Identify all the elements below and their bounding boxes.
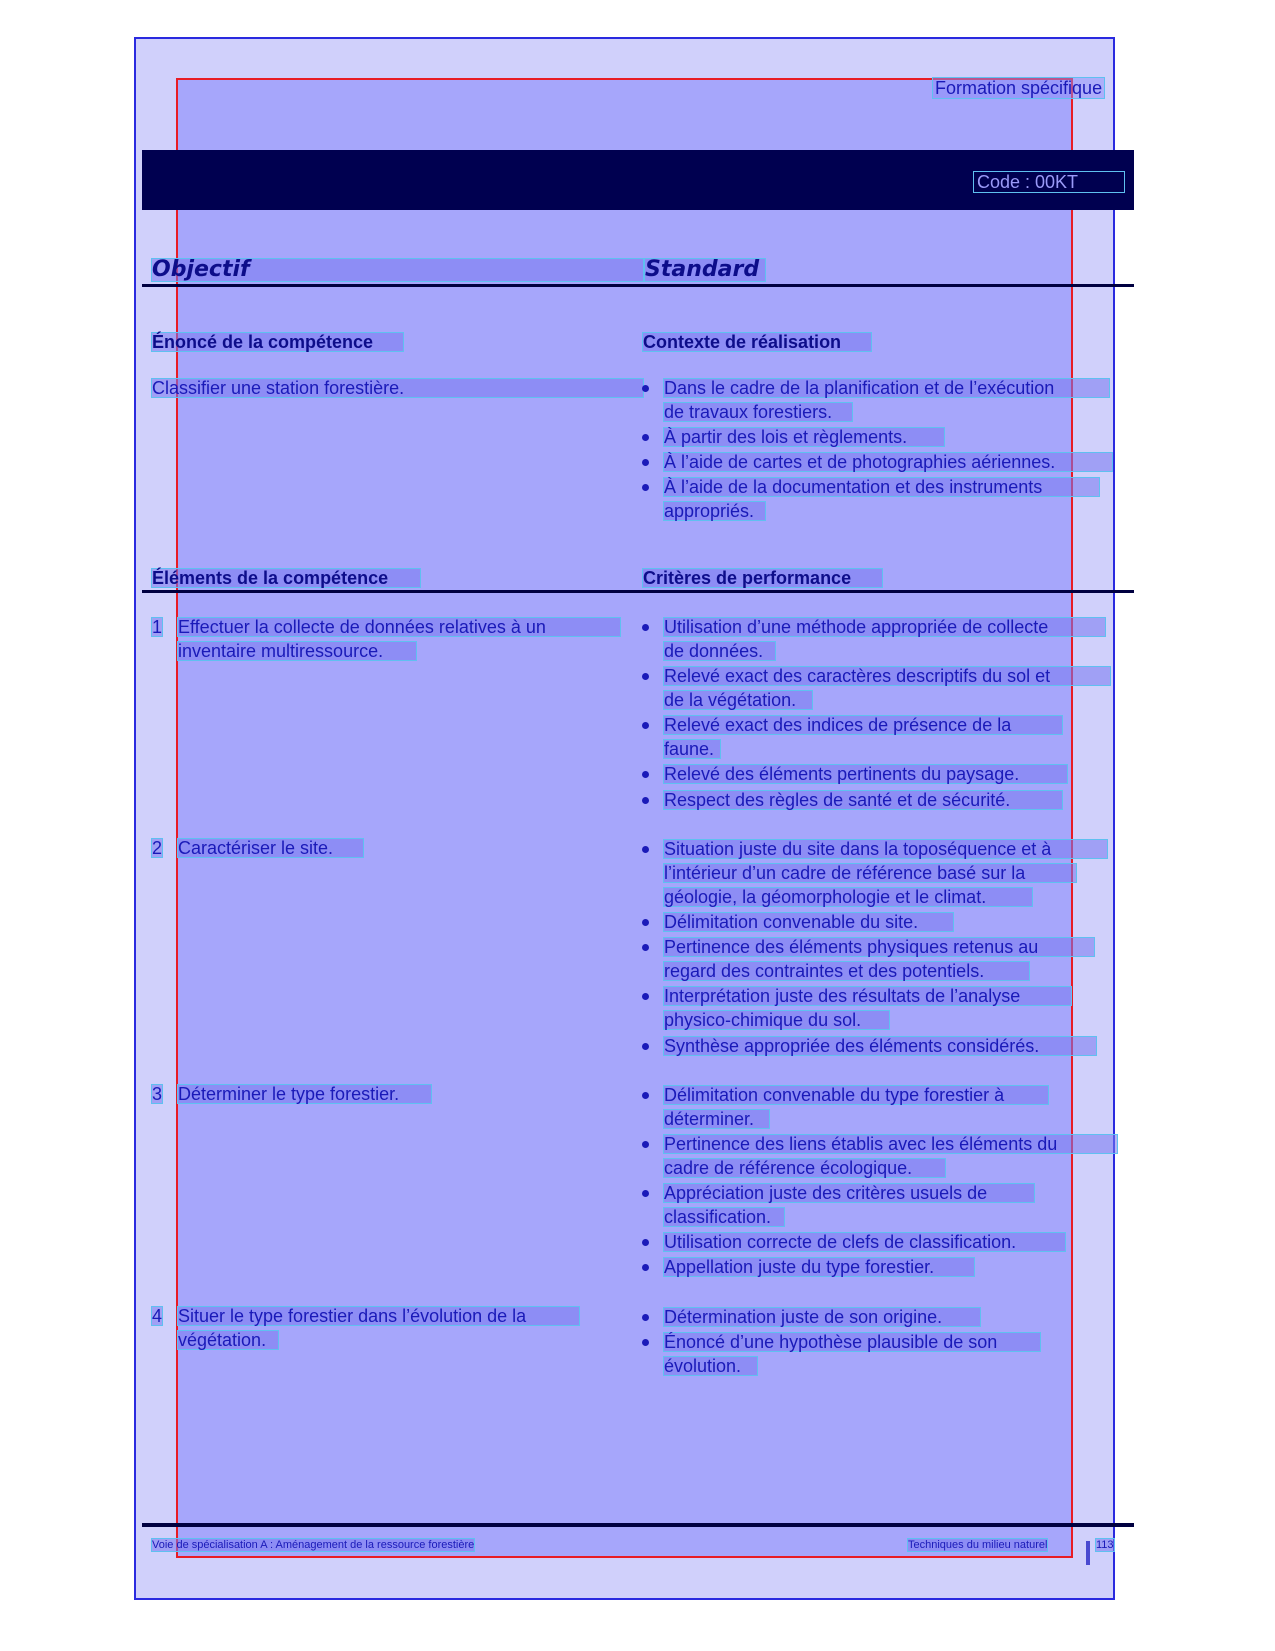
competency-code: Code : 00KT [973, 171, 1125, 193]
bullet-icon [642, 1339, 649, 1346]
criterion-line: Relevé exact des indices de présence de la [663, 715, 1063, 735]
page-marker [1086, 1541, 1090, 1565]
element-text: Situer le type forestier dans l’évolution de la [177, 1306, 580, 1326]
criterion-line: Pertinence des liens établis avec les éléments du [663, 1134, 1118, 1154]
bullet-icon [642, 1092, 649, 1099]
section-rule [142, 590, 1134, 593]
criterion-line: cadre de référence écologique. [663, 1158, 946, 1178]
bullet-icon [642, 771, 649, 778]
bullet-icon [642, 459, 649, 466]
criterion-line: Interprétation juste des résultats de l’analyse [663, 986, 1072, 1006]
elements-title: Éléments de la compétence [151, 568, 421, 588]
bullet-icon [642, 944, 649, 951]
footer-rule [142, 1523, 1134, 1527]
element-number: 2 [152, 838, 163, 858]
criterion-line: Délimitation convenable du type forestier à [663, 1085, 1049, 1105]
bullet-icon [642, 385, 649, 392]
bullet-icon [642, 1239, 649, 1246]
bullet-icon [642, 1314, 649, 1321]
context-line: Dans le cadre de la planification et de l’exécution [663, 378, 1110, 398]
context-line: À l’aide de cartes et de photographies aériennes. [663, 452, 1113, 472]
footer-left: Voie de spécialisation A : Aménagement de la ressource forestière [152, 1539, 475, 1551]
element-number: 1 [152, 617, 163, 637]
criterion-line: Situation juste du site dans la toposéquence et à [663, 839, 1108, 859]
criterion-line: l’intérieur d’un cadre de référence basé sur la [663, 863, 1077, 883]
heading-rule [142, 284, 1134, 287]
criterion-line: Énoncé d’une hypothèse plausible de son [663, 1332, 1041, 1352]
criterion-line: regard des contraintes et des potentiels. [663, 961, 1030, 981]
program-label: Formation spécifique [932, 77, 1105, 99]
criterion-line: géologie, la géomorphologie et le climat. [663, 887, 1033, 907]
context-line: de travaux forestiers. [663, 402, 853, 422]
statement-title: Énoncé de la compétence [151, 332, 404, 352]
element-text: Déterminer le type forestier. [177, 1084, 432, 1104]
criterion-line: Respect des règles de santé et de sécurité. [663, 790, 1063, 810]
bullet-icon [642, 846, 649, 853]
criterion-line: évolution. [663, 1356, 758, 1376]
criterion-line: Relevé des éléments pertinents du paysage. [663, 764, 1068, 784]
criterion-line: de données. [663, 641, 776, 661]
bullet-icon [642, 484, 649, 491]
criterion-line: Appellation juste du type forestier. [663, 1257, 975, 1277]
element-number: 3 [152, 1084, 163, 1104]
objective-heading: Objectif [151, 258, 644, 282]
context-line: À l’aide de la documentation et des instruments [663, 477, 1100, 497]
criterion-line: faune. [663, 739, 721, 759]
context-title: Contexte de réalisation [642, 332, 872, 352]
criterion-line: Synthèse appropriée des éléments considérés. [663, 1036, 1097, 1056]
bullet-icon [642, 1264, 649, 1271]
element-text: Caractériser le site. [177, 838, 364, 858]
bullet-icon [642, 797, 649, 804]
bullet-icon [642, 1190, 649, 1197]
footer-right: Techniques du milieu naturel [908, 1539, 1048, 1551]
criterion-line: classification. [663, 1207, 785, 1227]
bullet-icon [642, 1043, 649, 1050]
criteria-title: Critères de performance [642, 568, 883, 588]
criterion-line: de la végétation. [663, 690, 813, 710]
context-line: appropriés. [663, 501, 766, 521]
criterion-line: Délimitation convenable du site. [663, 912, 954, 932]
bullet-icon [642, 722, 649, 729]
competency-statement: Classifier une station forestière. [151, 378, 644, 398]
element-text: inventaire multiressource. [177, 641, 417, 661]
element-number: 4 [152, 1306, 163, 1326]
element-text: végétation. [177, 1330, 279, 1350]
bullet-icon [642, 673, 649, 680]
criterion-line: Relevé exact des caractères descriptifs du sol et [663, 666, 1111, 686]
element-text: Effectuer la collecte de données relatives à un [177, 617, 621, 637]
bullet-icon [642, 919, 649, 926]
criterion-line: Détermination juste de son origine. [663, 1307, 981, 1327]
criterion-line: Appréciation juste des critères usuels de [663, 1183, 1035, 1203]
bullet-icon [642, 624, 649, 631]
bullet-icon [642, 993, 649, 1000]
criterion-line: Utilisation d’une méthode appropriée de collecte [663, 617, 1106, 637]
context-line: À partir des lois et règlements. [663, 427, 945, 447]
criterion-line: déterminer. [663, 1109, 770, 1129]
standard-heading: Standard [644, 258, 766, 282]
criterion-line: Pertinence des éléments physiques retenus au [663, 937, 1095, 957]
bullet-icon [642, 1141, 649, 1148]
bullet-icon [642, 434, 649, 441]
page-number: 113 [1096, 1539, 1114, 1551]
criterion-line: physico-chimique du sol. [663, 1010, 890, 1030]
criterion-line: Utilisation correcte de clefs de classification. [663, 1232, 1066, 1252]
